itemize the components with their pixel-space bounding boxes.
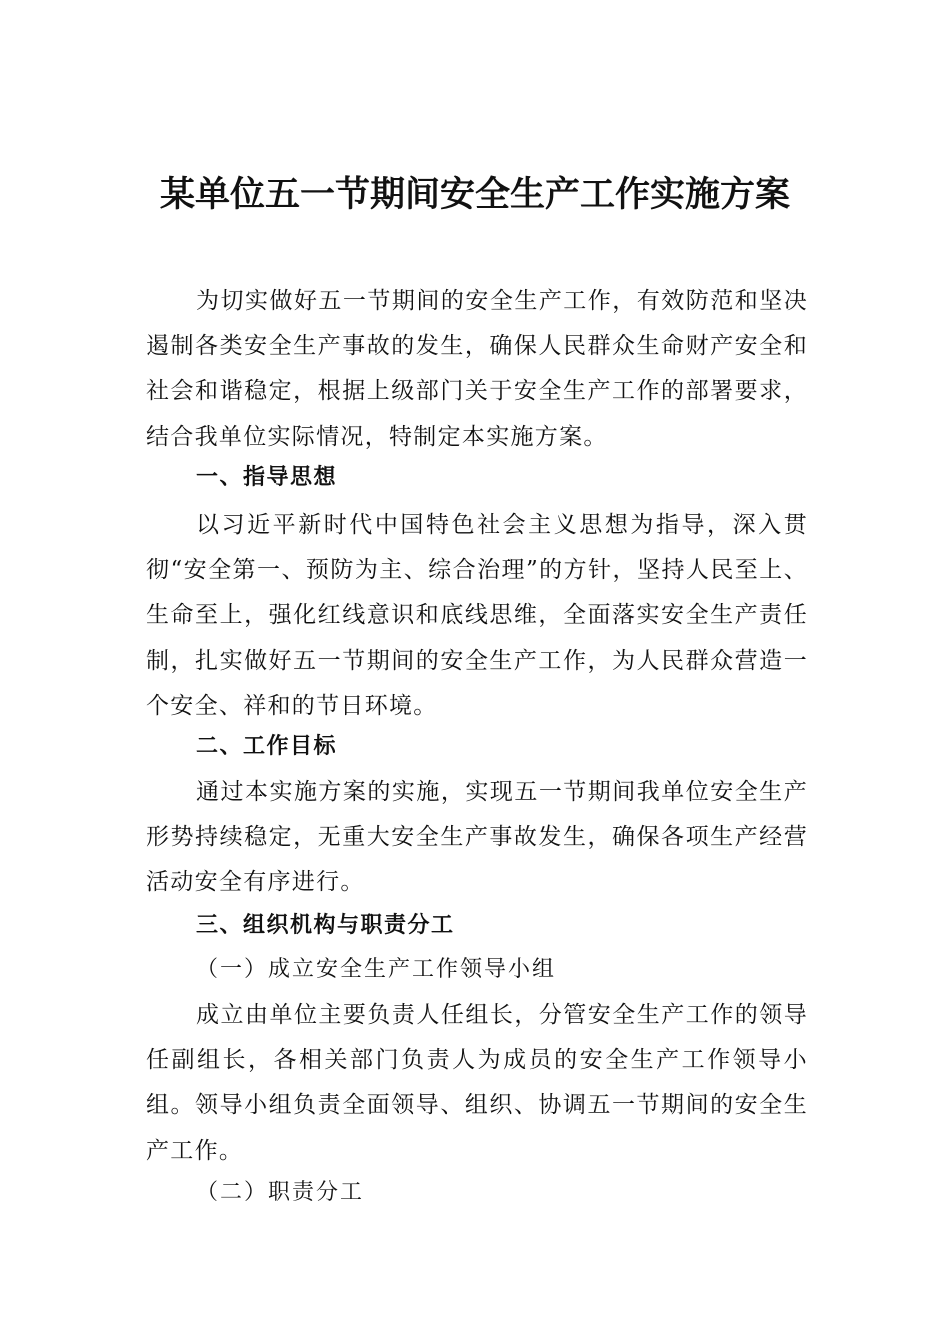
work-goals-paragraph: 通过本实施方案的实施，实现五一节期间我单位安全生产形势持续稳定，无重大安全生产事故发生，确保各项生产经营活动安全有序进行。 — [146, 779, 808, 896]
section-heading-guiding-ideology: 一、指导思想 — [196, 465, 338, 490]
leading-group-paragraph: 成立由单位主要负责人任组长，分管安全生产工作的领导任副组长，各相关部门负责人为成员的安全生产工作领导小组。领导小组负责全面领导、组织、协调五一节期间的安全生产工作。 — [146, 1002, 808, 1164]
guiding-ideology-paragraph: 以习近平新时代中国特色社会主义思想为指导，深入贯彻“安全第一、预防为主、综合治理”的方针，坚持人民至上、生命至上，强化红线意识和底线思维，全面落实安全生产责任制，扎实做好五一节期间的安全生产工作，为人民群众营造一个安全、祥和的节日环境。 — [146, 512, 808, 719]
intro-paragraph: 为切实做好五一节期间的安全生产工作，有效防范和坚决遏制各类安全生产事故的发生，确保人民群众生命财产安全和社会和谐稳定，根据上级部门关于安全生产工作的部署要求，结合我单位实际情况，特制定本实施方案。 — [146, 288, 808, 450]
subsection-heading-leading-group: （一）成立安全生产工作领导小组 — [196, 957, 557, 982]
subsection-heading-responsibilities: （二）职责分工 — [196, 1180, 365, 1205]
document-title: 某单位五一节期间安全生产工作实施方案 — [159, 174, 790, 215]
section-heading-work-goals: 二、工作目标 — [196, 734, 338, 759]
section-heading-organization: 三、组织机构与职责分工 — [196, 913, 455, 938]
